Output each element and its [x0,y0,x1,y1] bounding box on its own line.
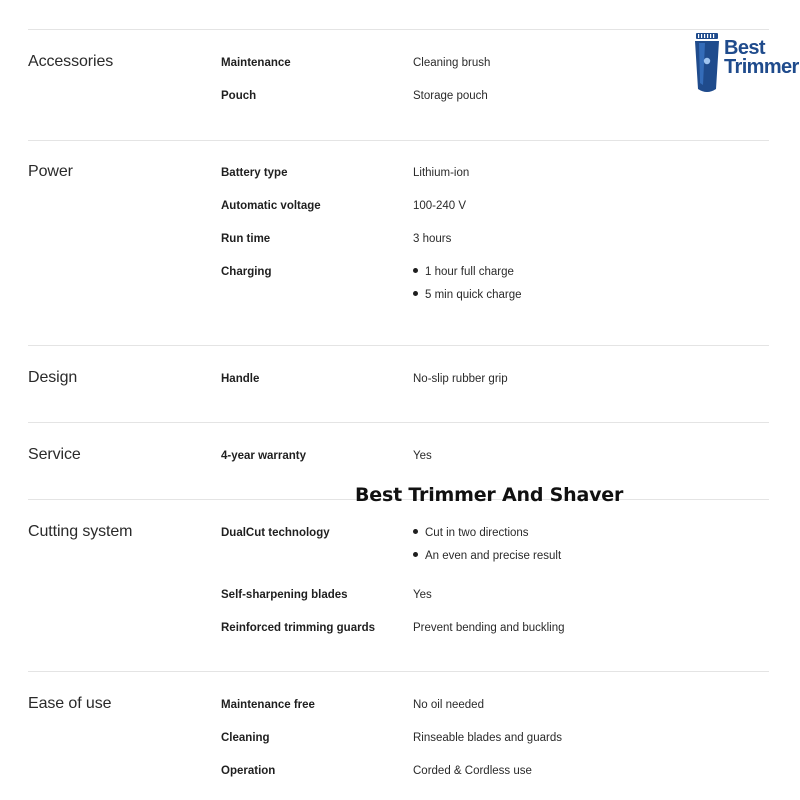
bullet-text: Cut in two directions [425,527,529,539]
spec-value: Rinseable blades and guards [413,732,562,744]
watermark-text: Best Trimmer And Shaver [355,484,624,506]
spec-label: Reinforced trimming guards [221,622,375,634]
spec-label: Pouch [221,90,257,102]
spec-label: Automatic voltage [221,200,321,212]
spec-label: Maintenance [221,57,291,69]
divider [28,422,769,423]
logo-line-2: Trimmer [724,56,799,78]
bullet-item [413,289,522,312]
spec-value: Yes [413,589,432,601]
section-title: Accessories [28,53,114,70]
divider [28,671,769,672]
section-title: Service [28,446,81,463]
spec-label: DualCut technology [221,527,330,539]
spec-value: 3 hours [413,233,452,245]
spec-value: Cleaning brush [413,57,491,69]
bullet-list [413,527,561,573]
divider [28,345,769,346]
brand-logo [693,33,799,97]
spec-label: Run time [221,233,271,245]
spec-label: Maintenance free [221,699,315,711]
bullet-text: 1 hour full charge [425,266,514,278]
section-title: Cutting system [28,523,133,540]
spec-value: Corded & Cordless use [413,765,532,777]
spec-label: Handle [221,373,260,385]
bullet-icon [413,268,418,273]
bullet-text: 5 min quick charge [425,289,522,301]
bullet-icon [413,529,418,534]
spec-value: Prevent bending and buckling [413,622,565,634]
spec-value: Storage pouch [413,90,488,102]
trimmer-icon [693,33,721,95]
spec-label: Self-sharpening blades [221,589,348,601]
spec-label: 4-year warranty [221,450,307,462]
bullet-list [413,266,522,312]
logo-text [724,39,799,77]
bullet-icon [413,552,418,557]
spec-label: Battery type [221,167,288,179]
section-title: Power [28,163,73,180]
bullet-item [413,527,561,550]
divider [28,140,769,141]
bullet-item [413,550,561,573]
logo-line-1: Best [724,37,765,59]
bullet-item [413,266,522,289]
spec-label: Charging [221,266,272,278]
spec-value: 100-240 V [413,200,467,212]
section-title: Ease of use [28,695,112,712]
spec-value: Lithium-ion [413,167,470,179]
spec-label: Operation [221,765,276,777]
spec-value: Yes [413,450,432,462]
bullet-text: An even and precise result [425,550,562,562]
divider [28,29,769,30]
spec-value: No oil needed [413,699,484,711]
section-title: Design [28,369,78,386]
spec-value: No-slip rubber grip [413,373,508,385]
spec-label: Cleaning [221,732,270,744]
bullet-icon [413,291,418,296]
